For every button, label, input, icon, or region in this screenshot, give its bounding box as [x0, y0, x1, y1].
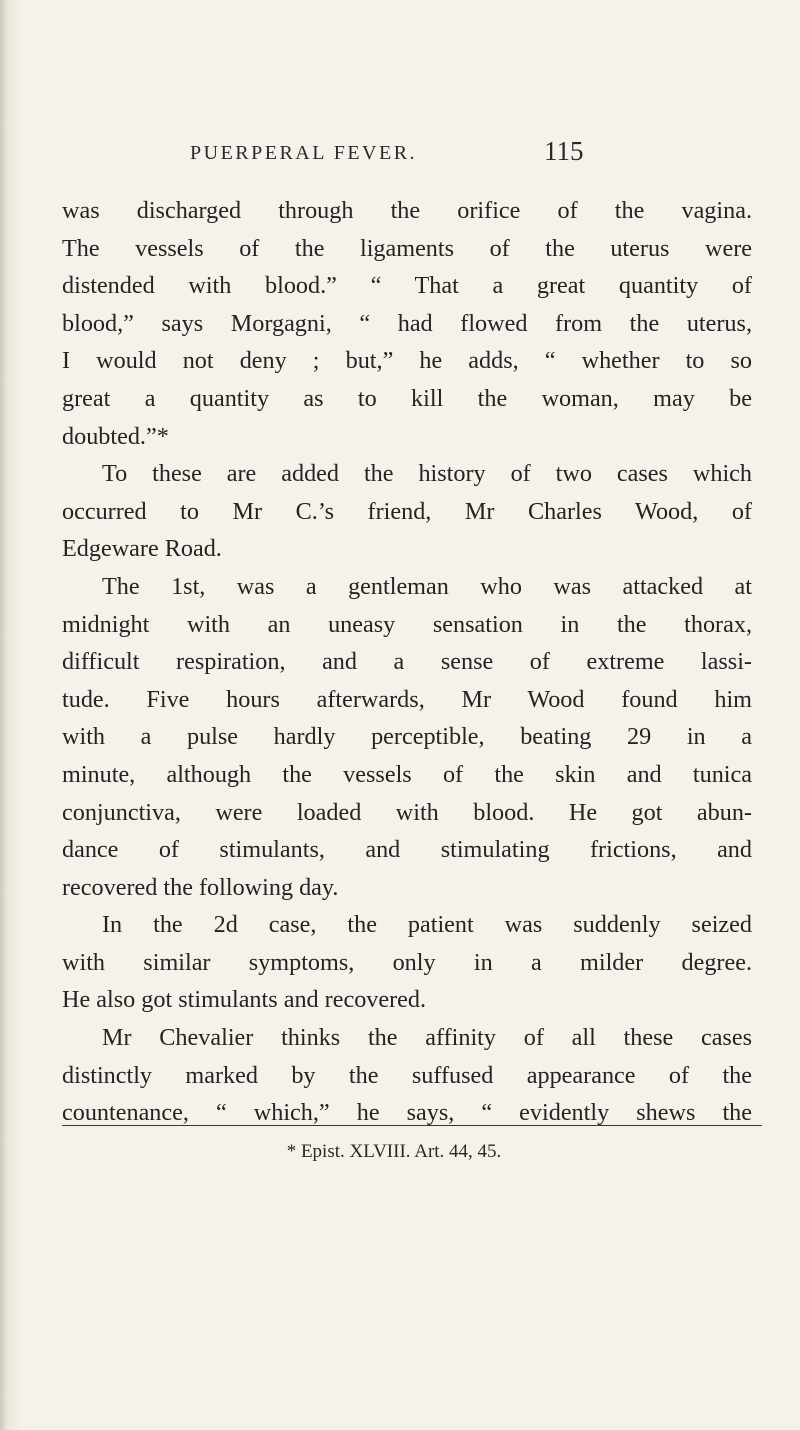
- text-line: Mr Chevalier thinks the affinity of all these cases: [102, 1024, 752, 1052]
- text-line: distinctly marked by the suffused appearance of the: [62, 1061, 752, 1089]
- text-line: minute, although the vessels of the skin and tunica: [62, 760, 752, 788]
- text-line: doubted.”*: [62, 422, 169, 450]
- text-line: blood,” says Morgagni, “ had flowed from the uterus,: [62, 309, 752, 337]
- text-line: dance of stimulants, and stimulating frictions, and: [62, 836, 752, 864]
- text-line: The vessels of the ligaments of the uterus were: [62, 234, 752, 262]
- text-line: tude. Five hours afterwards, Mr Wood found him: [62, 685, 752, 713]
- text-line: Edgeware Road.: [62, 535, 222, 563]
- text-line: was discharged through the orifice of the vagina.: [62, 197, 752, 224]
- text-line: In the 2d case, the patient was suddenly seized: [102, 911, 752, 939]
- text-line: conjunctiva, were loaded with blood. He got abun-: [62, 798, 752, 826]
- page-gutter-shadow: [0, 0, 8, 1430]
- text-line: occurred to Mr C.’s friend, Mr Charles Wood, of: [62, 497, 752, 525]
- page-number: 115: [544, 136, 584, 166]
- footnote-rule: [62, 1125, 762, 1126]
- text-line: great a quantity as to kill the woman, may be: [62, 384, 752, 412]
- text-line: with similar symptoms, only in a milder degree.: [62, 948, 752, 976]
- body-text: [62, 192, 752, 1132]
- text-line: He also got stimulants and recovered.: [62, 986, 427, 1014]
- text-line: The 1st, was a gentleman who was attacked at: [102, 572, 752, 600]
- running-header: [0, 134, 800, 174]
- text-line: recovered the following day.: [62, 873, 339, 901]
- text-line: distended with blood.” “ That a great quantity of: [62, 272, 752, 300]
- text-line: I would not deny ; but,” he adds, “ whether to so: [62, 347, 752, 375]
- text-line: with a pulse hardly perceptible, beating 29 in a: [62, 723, 752, 751]
- text-line: difficult respiration, and a sense of extreme lassi-: [62, 648, 752, 676]
- text-line: countenance, “ which,” he says, “ evidently shews the: [62, 1099, 752, 1127]
- running-title: PUERPERAL FEVER.: [190, 142, 418, 164]
- text-line: midnight with an uneasy sensation in the thorax,: [62, 610, 752, 638]
- footnote-text: * Epist. XLVIII. Art. 44, 45.: [286, 1141, 502, 1162]
- text-line: To these are added the history of two cases which: [102, 460, 752, 488]
- footnote: [0, 1141, 800, 1163]
